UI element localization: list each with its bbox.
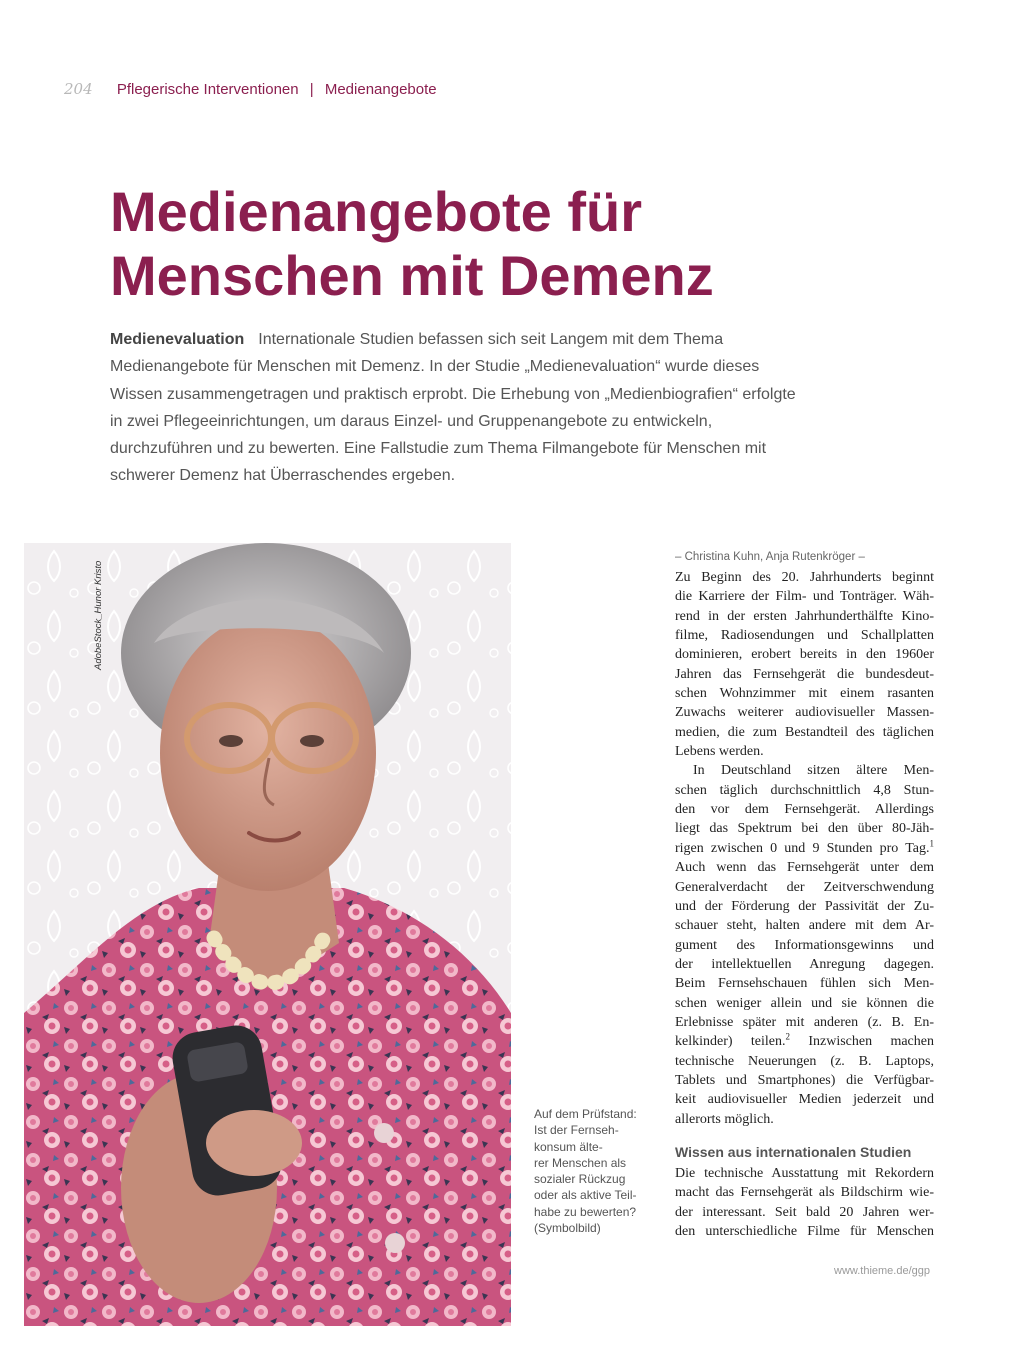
body-line: allerorts möglich.	[675, 1111, 774, 1127]
body-line-text: kelkinder) teilen.	[675, 1034, 786, 1050]
body-line: den vor dem Fernsehgerät. Allerdings	[675, 802, 934, 818]
body-line: In Deutschland sitzen ältere Men-	[693, 763, 934, 779]
body-line: Generalverdacht der Zeitverschwendung	[675, 879, 934, 895]
body-line: der intellektuellen Anregung dagegen.	[675, 956, 934, 972]
caption-line: (Symbolbild)	[534, 1221, 601, 1236]
headline-line-2: Menschen mit Demenz	[110, 244, 714, 307]
body-line: schen weniger allein und sie können die	[675, 995, 934, 1011]
subsection-title: Medienangebote	[324, 81, 437, 98]
body-line-text: Inzwischen machen	[789, 1034, 934, 1050]
body-line: gument des Informationsgewinns und	[675, 937, 934, 953]
caption-line: Ist der Fernseh-	[534, 1123, 619, 1138]
photo-credit-text: AdobeStock_Hunor Kristo	[93, 560, 104, 670]
lead-keyword: Medienevaluation	[110, 331, 245, 348]
body-line: liegt das Spektrum bei den über 80-Jäh-	[675, 821, 934, 837]
body-line: Zu Beginn des 20. Jahrhunderts beginnt	[675, 570, 934, 585]
body-line: und der Förderung der Passivität der Zu-	[675, 898, 934, 914]
article-headline	[110, 180, 910, 308]
section-separator: |	[309, 81, 314, 98]
body-line: dominieren, erobert bereits in den 1960er	[675, 647, 934, 663]
section-subheading: Wissen aus internationalen Studien	[675, 1144, 912, 1160]
footer-url: www.thieme.de/ggp	[834, 1265, 930, 1277]
running-head	[64, 80, 437, 98]
body-line: macht das Fernsehgerät als Bildschirm wie-	[675, 1185, 934, 1201]
body-line: schen Wohnzimmer mit einem rasanten	[675, 686, 934, 702]
photo-credit	[93, 548, 105, 673]
body-line: Erlebnisse später mit anderen (z. B. En-	[675, 1014, 934, 1030]
caption-line: konsum älte-	[534, 1139, 603, 1154]
caption-line: Auf dem Prüfstand:	[534, 1107, 637, 1121]
body-line: der interessant. Seit bald 20 Jahren wer-	[675, 1204, 934, 1220]
body-line: Zuwachs weiterer audiovisueller Massen-	[675, 705, 934, 721]
article-authors: – Christina Kuhn, Anja Rutenkröger –	[675, 551, 865, 563]
body-line: medien, die zum Bestandteil des täglichen	[675, 724, 934, 740]
body-line	[675, 839, 934, 858]
body-line	[675, 1032, 934, 1051]
body-line: keit audiovisueller Medien jederzeit und	[675, 1092, 934, 1108]
caption-line: habe zu bewerten?	[534, 1204, 637, 1219]
body-line: filme, Radiosendungen und Schallplatten	[675, 628, 934, 644]
body-line: technische Neuerungen (z. B. Laptops,	[675, 1053, 934, 1069]
body-line: Auch wenn das Fernsehgerät unter dem	[675, 860, 934, 876]
section-title: Pflegerische Interventionen	[116, 81, 299, 98]
body-line: Lebens werden.	[675, 744, 764, 760]
body-line: rend in der ersten Jahrhunderthälfte Kino-	[675, 608, 934, 624]
photo-caption	[534, 1106, 652, 1236]
body-text-continued	[675, 1164, 934, 1241]
body-line: Die technische Ausstattung mit Rekordern	[675, 1166, 934, 1181]
body-line: Beim Fernsehschauen fühlen sich Men-	[675, 976, 934, 992]
footnote-ref: 2	[785, 1031, 790, 1042]
caption-line: oder als aktive Teil-	[534, 1188, 637, 1203]
lead-paragraph	[110, 326, 810, 490]
body-line: den unterschiedliche Filme für Menschen	[675, 1224, 934, 1240]
headline-line-1: Medienangebote für	[110, 180, 643, 243]
body-line: schauer steht, halten andere mit dem Ar-	[675, 918, 934, 934]
body-line: Jahren das Fernsehgerät die bundesdeut-	[675, 666, 934, 682]
body-line-text: rigen zwischen 0 und 9 Stunden pro Tag.	[675, 840, 930, 856]
lead-text: Internationale Studien befassen sich seit Langem mit dem Thema Medienangebote für Menschen mit Demenz. In der Studie „Medienevaluation“ wurde dieses Wissen zusammengetragen und praktisch erprobt. Die Erhebung von „Medienbiografien“ erfolgte in zwei Pflegeeinrichtungen, um daraus Einzel- und Gruppenangebote zu entwickeln, durchzuführen und zu bewerten. Eine Fallstudie zum Thema Filmangebote für Menschen mit schwerer Demenz hat Überraschendes ergeben.	[110, 331, 796, 485]
body-text	[675, 568, 934, 1129]
body-line: schen täglich durchschnittlich 4,8 Stun-	[675, 782, 934, 798]
body-line: Tablets und Smartphones) die Verfügbar-	[675, 1072, 934, 1088]
body-line: die Karriere der Film- und Tonträger. Wäh-	[675, 589, 934, 605]
caption-line: rer Menschen als	[534, 1155, 627, 1170]
footnote-ref: 1	[929, 838, 934, 849]
page-number: 204	[64, 80, 93, 98]
caption-line: sozialer Rückzug	[534, 1172, 626, 1187]
